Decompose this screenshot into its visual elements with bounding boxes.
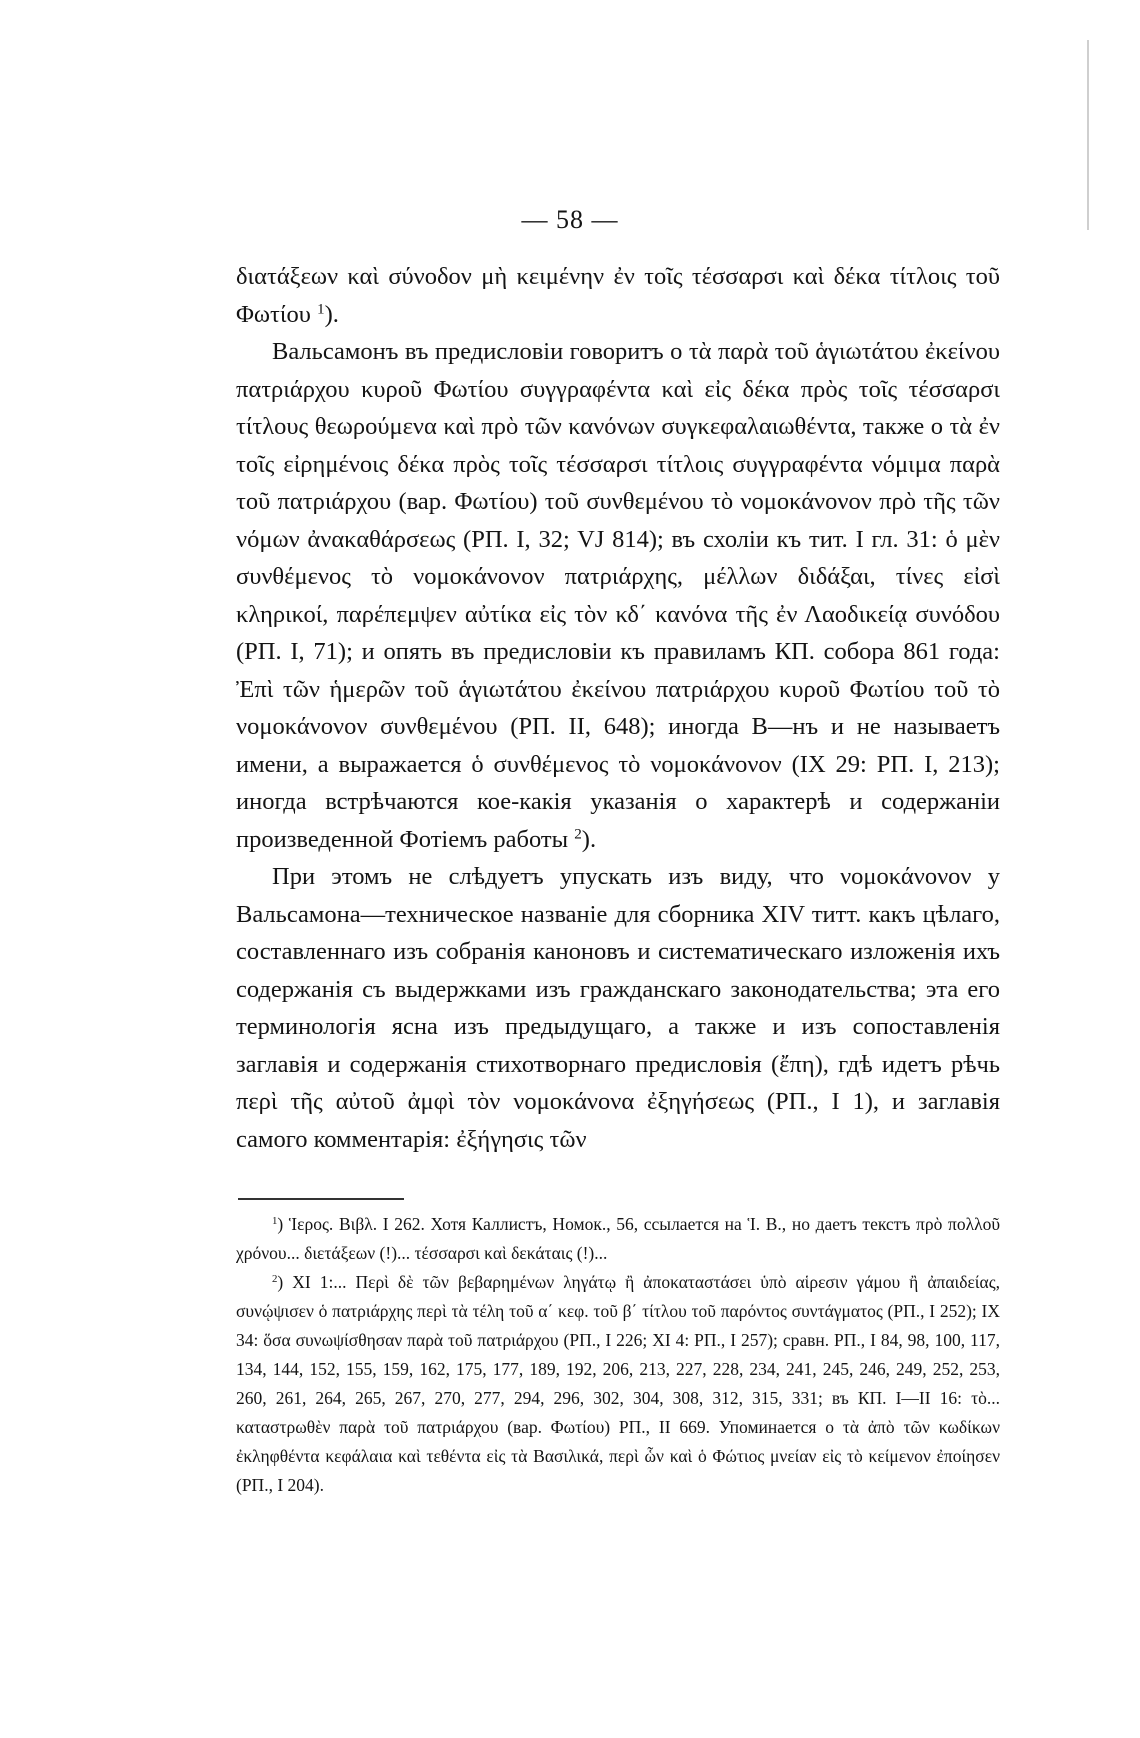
footnote-1-text: ) Ἱερος. Βιβλ. I 262. Хотя Каллистъ, Номок., 56, ссылается на Ἱ. Β., но даетъ текстъ πρὸ πολλοῦ χρόνου... διετάξεων (!)... τέσσαρσι καὶ δεκάταις (!)... <box>236 1214 1000 1263</box>
footnote-ref-1: 1 <box>316 300 325 318</box>
paragraph-2-end: ). <box>581 825 597 853</box>
paragraph-2 <box>236 333 1000 858</box>
footnote-2-text: ) XI 1:... Περὶ δὲ τῶν βεβαρημένων ληγάτῳ ἢ ἀποκαταστάσει ὑπὸ αἱρεσιν γάμου ἢ ἀπαιδείας, συνῴψισεν ὁ πατριάρχης περὶ τὰ τέλη τοῦ α΄ κεφ. τοῦ β΄ τίτλου τοῦ παρόντος συντάγματος (РП., I 252); IX 34: ὅσα συνωψίσθησαν παρὰ τοῦ πατριάρχου (РП., I 226; XI 4: РП., I 257); сравн. РП., I 84, 98, 100, 117, 134, 144, 152, 155, 159, 162, 175, 177, 189, 192, 206, 213, 227, 228, 234, 241, 245, 246, 249, 252, 253, 260, 261, 264, 265, 267, 270, 277, 294, 296, 302, 304, 308, 312, 315, 331; въ КП. I—II 16: τὸ... καταστρωθὲν παρὰ τοῦ πατριάρχου (вар. Φωτίου) РП., II 669. Упоминается о τὰ ἀπὸ τῶν κωδίκων ἐκληφθέντα κεφάλαια καὶ τεθέντα εἰς τὰ Βασιλικά, περὶ ὧν καὶ ὁ Φώτιος μνείαν εἰς τὸ κείμενον ἐποίησεν (РП., I 204). <box>236 1272 1000 1495</box>
page-edge-line <box>1087 40 1089 230</box>
page-number: — 58 — <box>521 205 619 234</box>
paragraph-1 <box>236 258 1000 333</box>
footnote-divider <box>238 1198 404 1200</box>
footnote-1 <box>236 1210 1000 1268</box>
paragraph-1-text: διατάξεων καὶ σύνοδον μὴ κειμένην ἐν τοῖς τέσσαρσι καὶ δέκα τίτλοις τοῦ Φωτίου <box>236 263 1000 328</box>
footnote-2 <box>236 1268 1000 1500</box>
footnote-marker-2: 2 <box>272 1273 278 1286</box>
paragraph-1-end: ). <box>324 300 339 328</box>
footnotes <box>236 1210 1000 1500</box>
main-text <box>236 258 1000 1158</box>
footnote-ref-2: 2 <box>574 825 582 843</box>
footnote-marker-1: 1 <box>272 1215 278 1228</box>
paragraph-2-text: Вальсамонъ въ предисловіи говоритъ о τὰ παρὰ τοῦ ἁγιωτάτου ἐκείνου πατριάρχου κυροῦ Φωτίου συγγραφέντα καὶ εἰς δέκα πρὸς τοῖς τέσσαρσι τίτλους θεωρούμενα καὶ πρὸ τῶν κανόνων συγκεφαλαιωθέντα, также о τὰ ἐν τοῖς εἰρημένοις δέκα πρὸς τοῖς τέσσαρσι τίτλοις συγγραφέντα νόμιμα παρὰ τοῦ πατριάρχου (вар. Φωτίου) τοῦ συνθεμένου τὸ νομοκάνονον πρὸ τῆς τῶν νόμων ἀνακαθάρσεως (РП. I, 32; VJ 814); въ схоліи къ тит. I гл. 31: ὁ μὲν συνθέμενος τὸ νομοκάνονον πατριάρχης, μέλλων διδάξαι, τίνες εἰσὶ κληρικοί, παρέπεμψεν αὐτίκα εἰς τὸν κδ΄ κανόνα τῆς ἐν Λαοδικείᾳ συνόδου (РП. I, 71); и опять въ предисловіи къ правиламъ КП. собора 861 года: Ἐπὶ τῶν ἡμερῶν τοῦ ἁγιωτάτου ἐκείνου πατριάρχου κυροῦ Φωτίου τοῦ τὸ νομοκάνονον συνθεμένου (РП. II, 648); иногда В—нъ и не называетъ имени, а выражается ὁ συνθέμενος τὸ νομοκάνονον (IX 29: РП. I, 213); иногда встрѣчаются кое-какія указанія о характерѣ и содержаніи произведенной Фотіемъ работы <box>236 338 1000 853</box>
paragraph-3: При этомъ не слѣдуетъ упускать изъ виду, что νομοκάνονον у Вальсамона—техническое названіе для сборника XIV титт. какъ цѣлаго, составленнаго изъ собранія каноновъ и систематическаго изложенія ихъ содержанія съ выдержками изъ гражданскаго законодательства; эта его терминологія ясна изъ предыдущаго, а также и изъ сопоставленія заглавія и содержанія стихотворнаго предисловія (ἔπη), гдѣ идетъ рѣчь περὶ τῆς αὐτοῦ ἀμφὶ τὸν νομοκάνονα ἐξηγήσεως (РП., I 1), и заглавія самого комментарія: ἐξήγησις τῶν <box>236 863 1000 1153</box>
